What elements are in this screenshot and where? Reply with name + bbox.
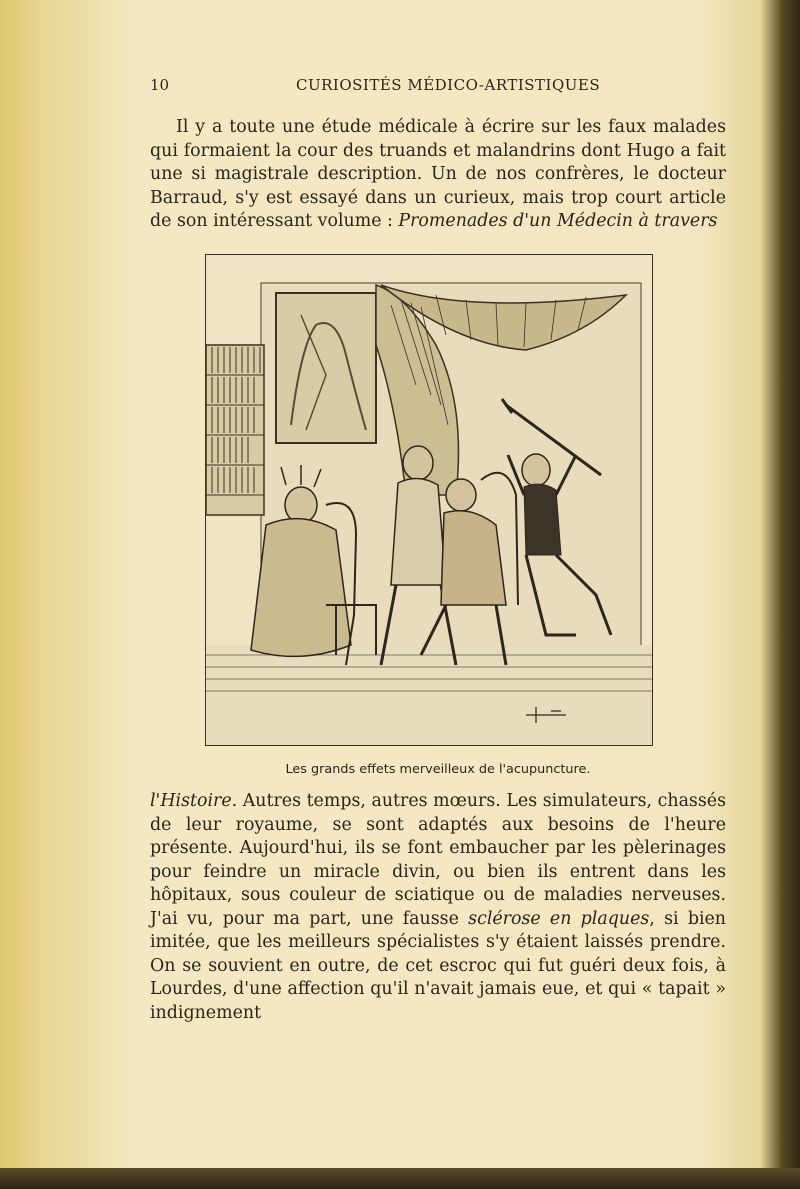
paragraph-1-text: Il y a toute une étude médicale à écrire sur les faux malades qui formaient la cour des truands et malandrins dont Hugo a fait une si magistrale description. Un de nos confrères, le docteur Barraud, s'y est essayé dans un curieux, mais trop court article de son intéressant volume :	[150, 117, 726, 231]
page-header	[150, 76, 720, 98]
page-stain	[0, 0, 140, 1189]
acupuncture-engraving	[206, 255, 652, 745]
page-bottom-edge	[0, 1168, 800, 1189]
paragraph-2-text-1: Autres temps, autres mœurs. Les simulateurs, chassés de leur royaume, se sont adaptés aux besoins de l'heure présente. Aujourd'hui, ils se font embaucher par les pèlerinages pour feindre un miracle divin, ou bien ils entrent dans les hôpitaux, sous couleur de sciatique ou de maladies nerveuses. J'ai vu, pour ma part, une fausse	[150, 791, 726, 929]
running-title: CURIOSITÉS MÉDICO-ARTISTIQUES	[296, 76, 601, 94]
figure-caption: Les grands effets merveilleux de l'acupuncture.	[285, 762, 591, 777]
paragraph-2-italic-2: sclérose en plaques	[468, 908, 650, 929]
illustration	[205, 254, 653, 746]
page-number: 10	[150, 76, 170, 94]
paragraph-2	[150, 790, 726, 1025]
paragraph-2-text-2: , si bien imitée, que les meilleurs spécialistes s'y étaient laissés prendre. On se souvient en outre, de cet escroc qui fut guéri deux fois, à Lourdes, d'une affection qu'il n'avait jamais eue, et qui « tapait » indignement	[150, 908, 727, 1023]
paragraph-2-italic-1: l'Histoire.	[150, 791, 238, 811]
book-title: Promenades d'un Médecin à travers	[398, 211, 718, 231]
paragraph-1	[150, 116, 726, 234]
